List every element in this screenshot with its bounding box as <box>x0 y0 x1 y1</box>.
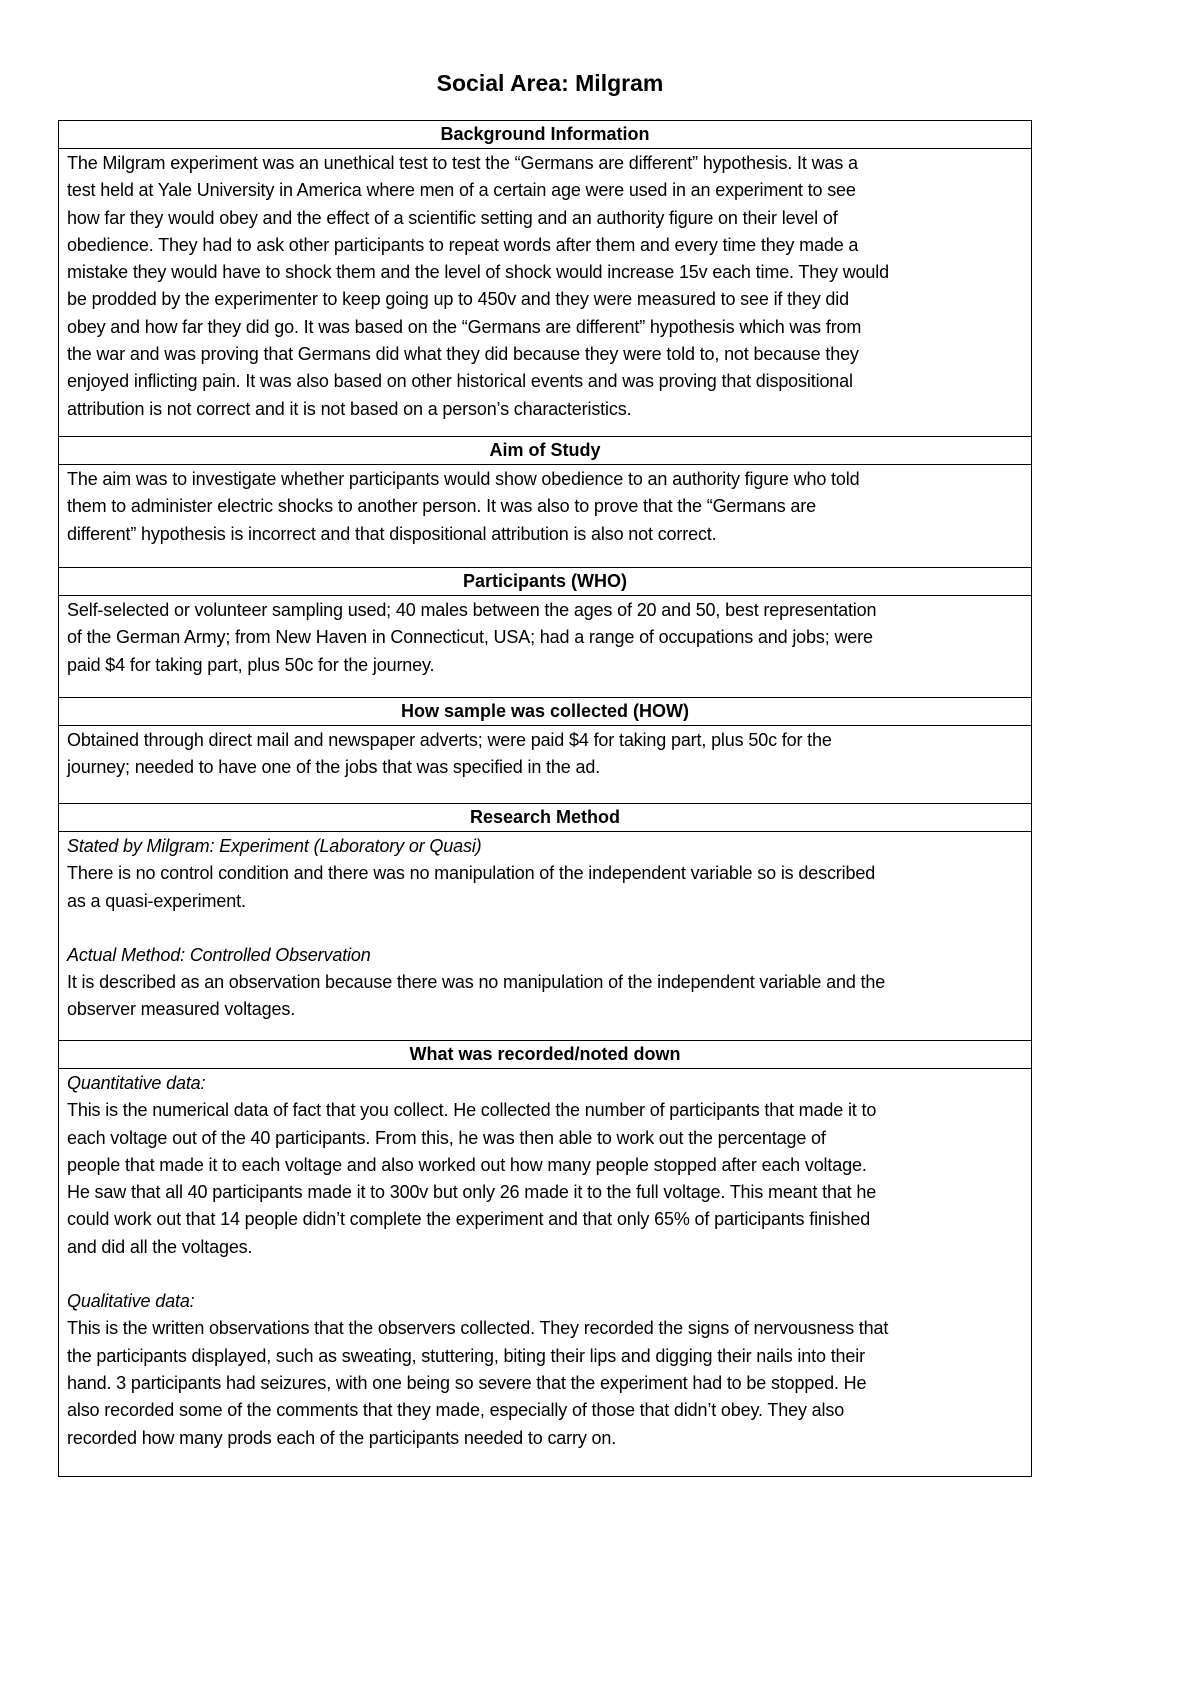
section-heading: Research Method <box>59 804 1031 832</box>
text-line: journey; needed to have one of the jobs that was specified in the ad. <box>67 757 601 778</box>
blank-line <box>67 915 1023 942</box>
section-content <box>59 1069 1031 1476</box>
section-content <box>59 149 1031 437</box>
text-line: them to administer electric shocks to another person. It was also to prove that the “Germans are <box>67 496 816 517</box>
text-line: paid $4 for taking part, plus 50c for the journey. <box>67 654 435 675</box>
section-content <box>59 596 1031 698</box>
text-line: hand. 3 participants had seizures, with one being so severe that the experiment had to be stopped. He <box>67 1372 867 1393</box>
section-content <box>59 465 1031 568</box>
text-line: obey and how far they did go. It was based on the “Germans are different” hypothesis which was from <box>67 316 862 337</box>
section-heading: Participants (WHO) <box>59 568 1031 596</box>
section-heading: Background Information <box>59 121 1031 149</box>
summary-table <box>58 120 1032 1477</box>
text-line: He saw that all 40 participants made it to 300v but only 26 made it to the full voltage. This meant that he <box>67 1182 877 1203</box>
section-heading: What was recorded/noted down <box>59 1041 1031 1069</box>
text-line: of the German Army; from New Haven in Connecticut, USA; had a range of occupations and jobs; were <box>67 627 873 648</box>
text-line: could work out that 14 people didn’t complete the experiment and that only 65% of participants finished <box>67 1209 871 1230</box>
text-line: the participants displayed, such as sweating, stuttering, biting their lips and digging their nails into their <box>67 1345 865 1366</box>
blank-line <box>67 1261 1023 1288</box>
text-line: Qualitative data: <box>67 1291 195 1312</box>
section-content <box>59 726 1031 804</box>
text-line: test held at Yale University in America where men of a certain age were used in an experiment to see <box>67 180 856 201</box>
text-line: the war and was proving that Germans did what they did because they were told to, not because they <box>67 344 859 365</box>
text-line: different” hypothesis is incorrect and that dispositional attribution is also not correct. <box>67 523 717 544</box>
text-line: mistake they would have to shock them and the level of shock would increase 15v each time. They would <box>67 262 889 283</box>
text-line: Actual Method: Controlled Observation <box>67 944 371 965</box>
text-line: people that made it to each voltage and also worked out how many people stopped after each voltage. <box>67 1154 867 1175</box>
text-line: Self-selected or volunteer sampling used; 40 males between the ages of 20 and 50, best representation <box>67 600 877 620</box>
section-heading: Aim of Study <box>59 437 1031 465</box>
text-line: recorded how many prods each of the participants needed to carry on. <box>67 1427 617 1448</box>
section-heading: How sample was collected (HOW) <box>59 698 1031 726</box>
text-line: and did all the voltages. <box>67 1236 253 1257</box>
text-line: attribution is not correct and it is not based on a person’s characteristics. <box>67 398 632 419</box>
text-line: each voltage out of the 40 participants. From this, he was then able to work out the percentage of <box>67 1127 826 1148</box>
text-line: how far they would obey and the effect of a scientific setting and an authority figure on their level of <box>67 207 838 228</box>
text-line: The aim was to investigate whether participants would show obedience to an authority figure who told <box>67 469 860 489</box>
text-line: Stated by Milgram: Experiment (Laboratory or Quasi) <box>67 836 482 856</box>
text-line: obedience. They had to ask other participants to repeat words after them and every time they made a <box>67 234 859 255</box>
text-line: as a quasi-experiment. <box>67 890 246 911</box>
text-line: also recorded some of the comments that they made, especially of those that didn’t obey. They also <box>67 1400 845 1421</box>
text-line: be prodded by the experimenter to keep going up to 450v and they were measured to see if they did <box>67 289 849 310</box>
text-line: This is the numerical data of fact that you collect. He collected the number of participants that made it to <box>67 1100 877 1121</box>
page-title: Social Area: Milgram <box>436 70 664 96</box>
text-line: Quantitative data: <box>67 1073 206 1093</box>
text-line: The Milgram experiment was an unethical test to test the “Germans are different” hypothesis. It was a <box>67 153 858 173</box>
text-line: There is no control condition and there was no manipulation of the independent variable so is described <box>67 863 876 884</box>
text-line: It is described as an observation because there was no manipulation of the independent variable and the <box>67 972 886 993</box>
text-line: observer measured voltages. <box>67 999 296 1020</box>
text-line: This is the written observations that the observers collected. They recorded the signs of nervousness that <box>67 1318 889 1339</box>
section-content <box>59 832 1031 1041</box>
text-line: Obtained through direct mail and newspaper adverts; were paid $4 for taking part, plus 50c for the <box>67 730 832 750</box>
text-line: enjoyed inflicting pain. It was also based on other historical events and was proving that dispositional <box>67 371 853 392</box>
